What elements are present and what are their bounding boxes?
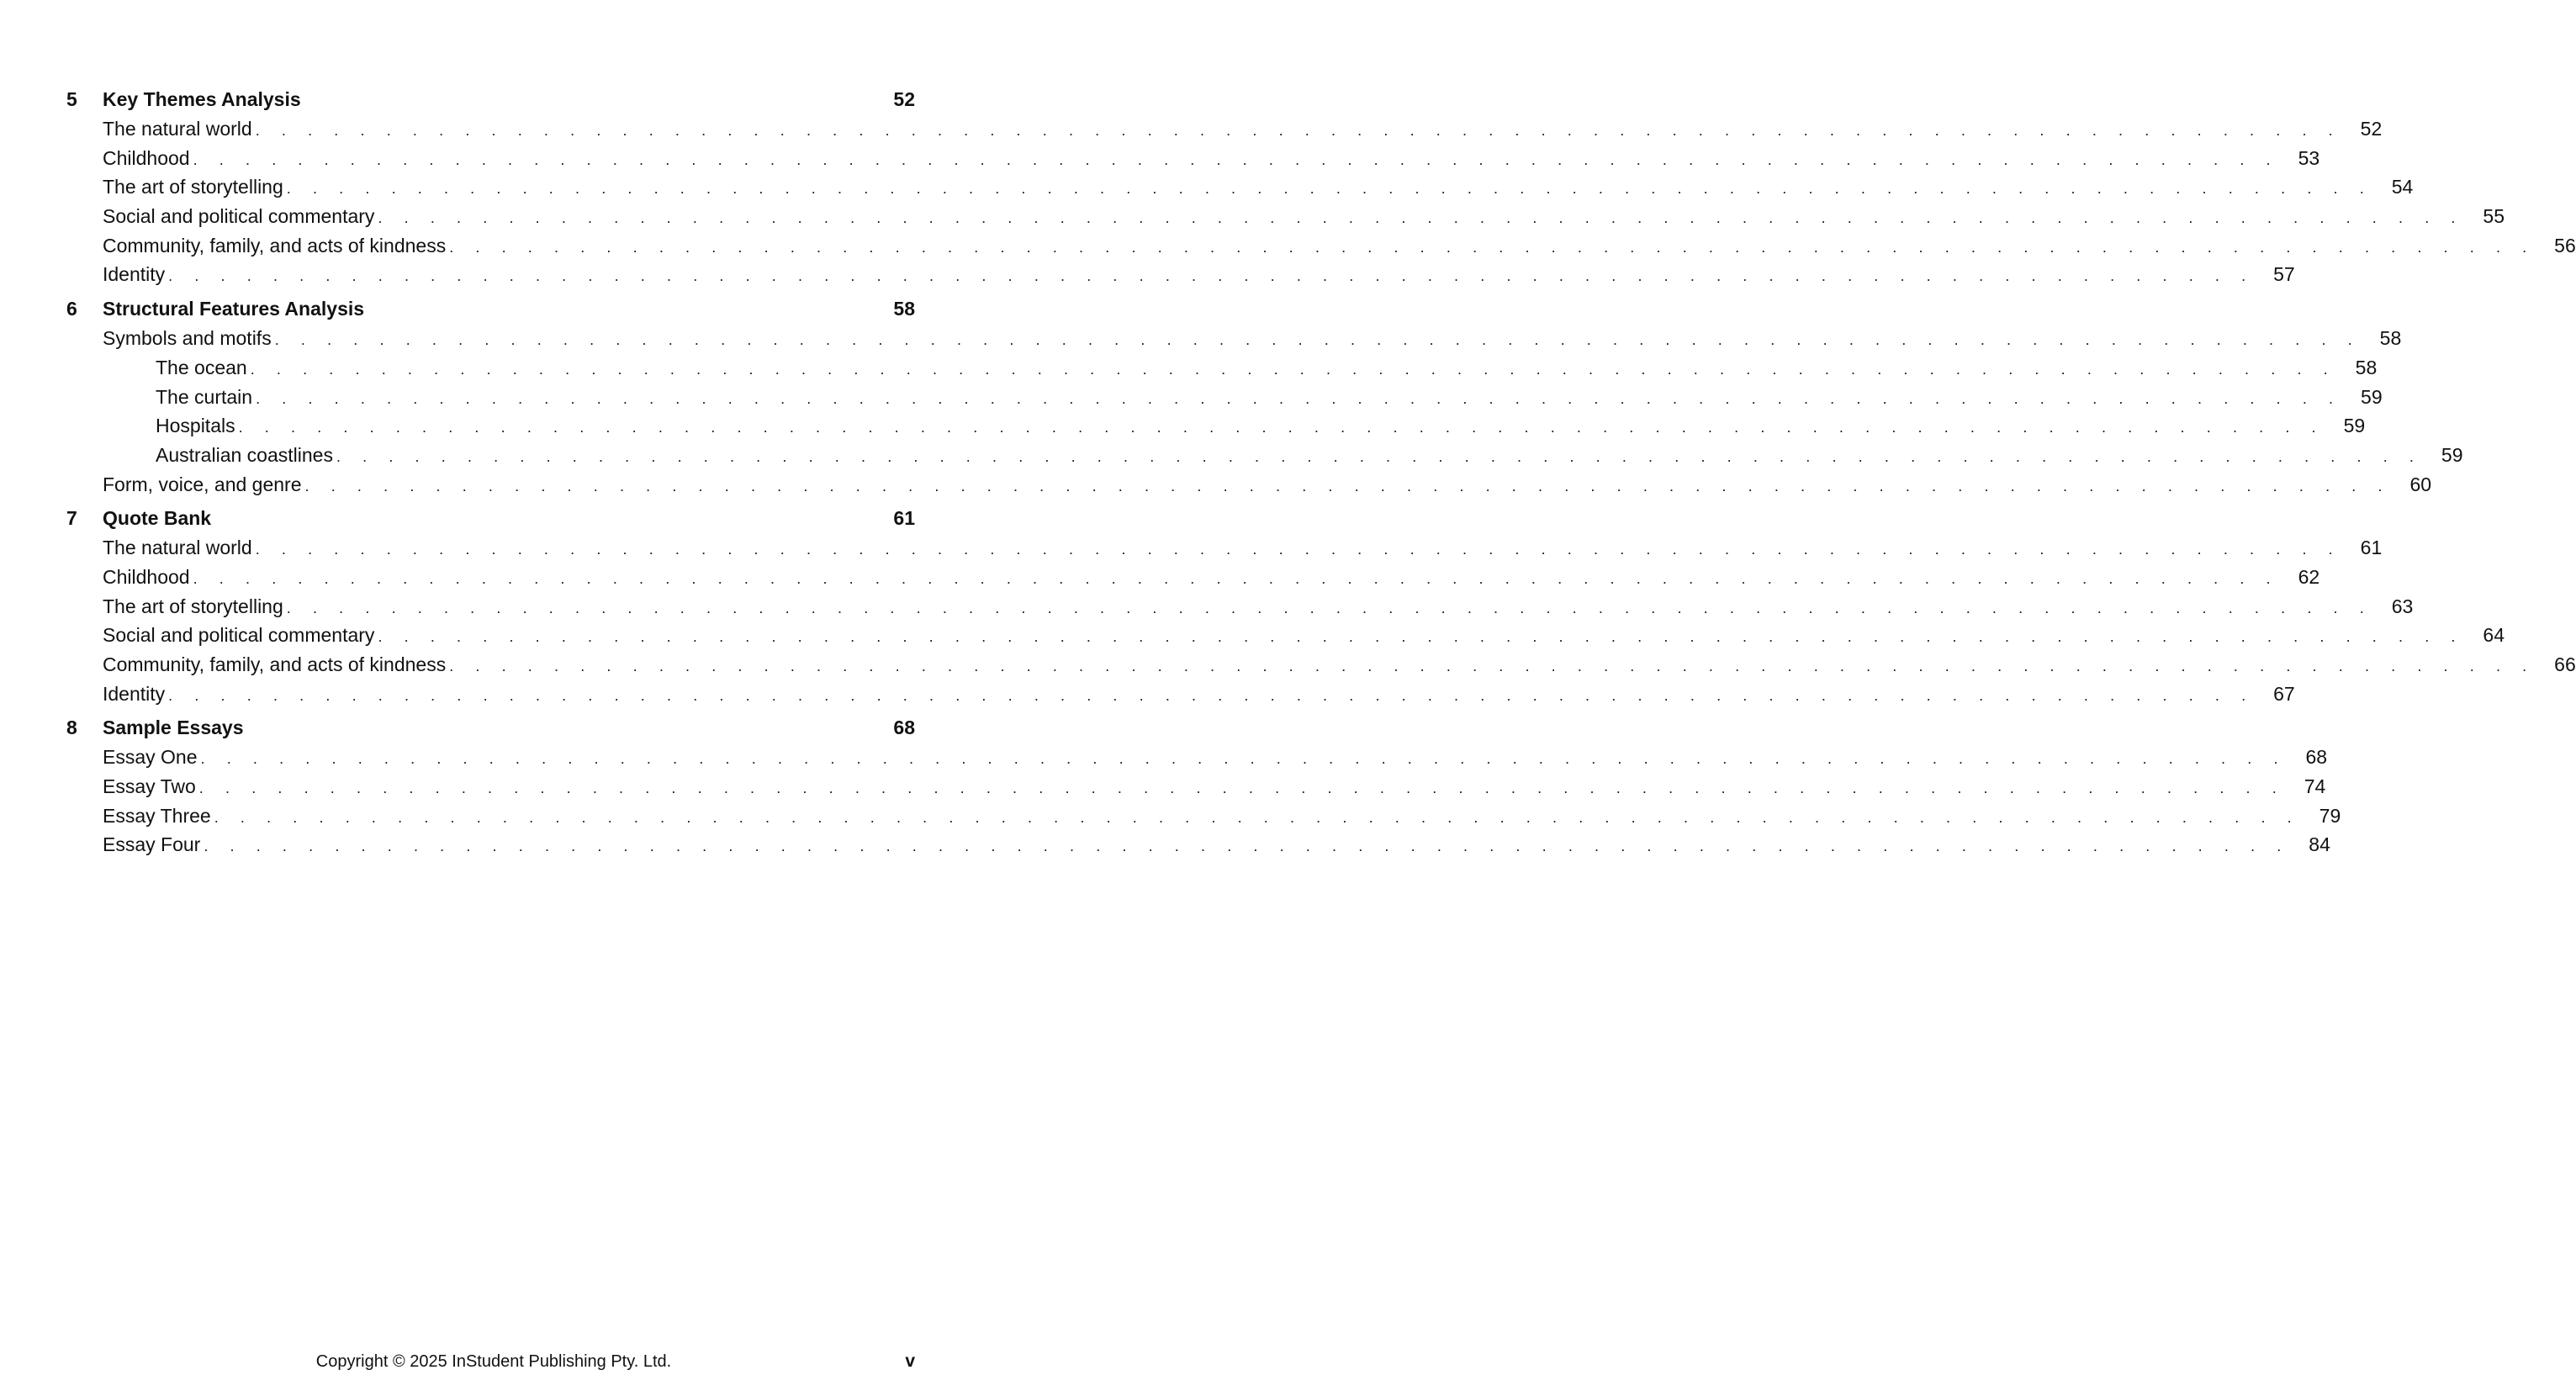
chapter-heading[interactable] (0, 503, 981, 533)
chapter-title: Quote Bank (103, 507, 212, 530)
toc-entry[interactable] (0, 680, 2295, 709)
entry-page-number: 68 (2305, 746, 2328, 769)
entry-title: Identity (103, 260, 168, 289)
toc-entry[interactable] (0, 144, 2320, 173)
dot-leader: . . . . . . . . . . . . . . . . . . . . . . . . . . . . . . . . . . . . . . . . . . . . . . . . . . . . . . . . . . . . . . . . . . . . . . . . . . . . . . . . (449, 238, 2536, 256)
entry-title: The art of storytelling (103, 172, 287, 202)
dot-leader: . . . . . . . . . . . . . . . . . . . . . . . . . . . . . . . . . . . . . . . . . . . . . . . . . . . . . . . . . . . . . . . . . . . . . . . . . . . . . . . . (274, 331, 2362, 349)
toc-entry[interactable] (0, 260, 2295, 289)
chapter-page-number: 52 (893, 88, 915, 110)
entry-page-number: 58 (2379, 327, 2402, 350)
entry-title: Essay One (103, 743, 201, 772)
chapter-number: 8 (66, 717, 77, 739)
entry-title: The ocean (156, 353, 251, 383)
entry-title: The natural world (103, 114, 256, 144)
entry-page-number: 57 (2273, 263, 2295, 286)
toc-entry[interactable] (0, 533, 2383, 563)
chapter-number: 7 (66, 507, 77, 530)
entry-page-number: 56 (2554, 234, 2576, 257)
toc-entry[interactable] (0, 324, 2402, 353)
chapter-title: Key Themes Analysis (103, 88, 301, 110)
dot-leader: . . . . . . . . . . . . . . . . . . . . . . . . . . . . . . . . . . . . . . . . . . . . . . . . . . . . . . . . . . . . . . . . . . . . . . . . . . . . . . . . (168, 686, 2255, 704)
toc-entry[interactable] (0, 621, 2505, 650)
entry-title: The art of storytelling (103, 592, 287, 621)
page-number: v (905, 1351, 915, 1371)
entry-page-number: 67 (2273, 682, 2295, 705)
entry-title: Community, family, and acts of kindness (103, 650, 449, 680)
entry-title: Essay Three (103, 801, 214, 831)
toc-entry[interactable] (0, 830, 2330, 859)
dot-leader: . . . . . . . . . . . . . . . . . . . . . . . . . . . . . . . . . . . . . . . . . . . . . . . . . . . . . . . . . . . . . . . . . . . . . . . . . . . . . . . . (200, 750, 2288, 768)
toc-entry[interactable] (0, 172, 2414, 202)
entry-page-number: 63 (2391, 595, 2414, 617)
entry-title: Hospitals (156, 411, 239, 441)
toc-entry[interactable] (0, 202, 2505, 231)
entry-page-number: 79 (2319, 804, 2341, 827)
entry-page-number: 59 (2361, 385, 2383, 408)
toc-chapter (0, 294, 2463, 499)
entry-title: Social and political commentary (103, 621, 378, 650)
dot-leader: . . . . . . . . . . . . . . . . . . . . . . . . . . . . . . . . . . . . . . . . . . . . . . . . . . . . . . . . . . . . . . . . . . . . . . . . . . . . . . . . (378, 628, 2464, 646)
entry-title: Identity (103, 680, 168, 709)
entry-page-number: 62 (2298, 565, 2320, 588)
entry-page-number: 59 (2441, 443, 2463, 466)
chapter-heading[interactable] (0, 84, 981, 114)
toc-entry[interactable] (0, 231, 2576, 261)
dot-leader: . . . . . . . . . . . . . . . . . . . . . . . . . . . . . . . . . . . . . . . . . . . . . . . . . . . . . . . . . . . . . . . . . . . . . . . . . . . . . . . . (250, 360, 2337, 378)
entry-title: The natural world (103, 533, 256, 563)
entry-page-number: 59 (2343, 415, 2366, 437)
entry-title: Essay Four (103, 830, 204, 859)
entry-page-number: 84 (2309, 833, 2330, 856)
toc-entry[interactable] (0, 563, 2320, 592)
entry-page-number: 58 (2355, 356, 2378, 378)
table-of-contents (0, 84, 2576, 864)
chapter-page-number: 58 (893, 298, 915, 320)
toc-entry[interactable] (0, 592, 2414, 621)
entry-title: Childhood (103, 563, 193, 592)
toc-subentry[interactable] (0, 383, 2383, 412)
chapter-number: 5 (66, 88, 77, 110)
copyright-notice: Copyright © 2025 InStudent Publishing Pty. Ltd. (315, 1352, 672, 1371)
dot-leader: . . . . . . . . . . . . . . . . . . . . . . . . . . . . . . . . . . . . . . . . . . . . . . . . . . . . . . . . . . . . . . . . . . . . . . . . . . . . . . . . (256, 389, 2342, 407)
entry-title: Form, voice, and genre (103, 470, 305, 500)
entry-page-number: 52 (2360, 118, 2383, 140)
entry-page-number: 60 (2409, 473, 2432, 495)
toc-entry[interactable] (0, 650, 2576, 680)
toc-chapter (0, 712, 2341, 859)
dot-leader: . . . . . . . . . . . . . . . . . . . . . . . . . . . . . . . . . . . . . . . . . . . . . . . . . . . . . . . . . . . . . . . . . . . . . . . . . . . . . . . . (193, 569, 2280, 587)
toc-subentry[interactable] (0, 353, 2378, 383)
entry-page-number: 66 (2554, 653, 2576, 675)
entry-page-number: 55 (2483, 205, 2505, 228)
dot-leader: . . . . . . . . . . . . . . . . . . . . . . . . . . . . . . . . . . . . . . . . . . . . . . . . . . . . . . . . . . . . . . . . . . . . . . . . . . . . . . . . (449, 658, 2536, 674)
toc-entry[interactable] (0, 801, 2341, 831)
entry-title: Essay Two (103, 772, 199, 801)
chapter-heading[interactable] (0, 712, 981, 743)
dot-leader: . . . . . . . . . . . . . . . . . . . . . . . . . . . . . . . . . . . . . . . . . . . . . . . . . . . . . . . . . . . . . . . . . . . . . . . . . . . . . . . . (238, 419, 2325, 436)
dot-leader: . . . . . . . . . . . . . . . . . . . . . . . . . . . . . . . . . . . . . . . . . . . . . . . . . . . . . . . . . . . . . . . . . . . . . . . . . . . . . . . . (304, 477, 2392, 495)
chapter-number: 6 (66, 298, 77, 320)
dot-leader: . . . . . . . . . . . . . . . . . . . . . . . . . . . . . . . . . . . . . . . . . . . . . . . . . . . . . . . . . . . . . . . . . . . . . . . . . . . . . . . . (336, 447, 2423, 465)
entry-title: Childhood (103, 144, 193, 173)
page-footer (0, 1349, 981, 1374)
toc-entry[interactable] (0, 743, 2328, 772)
chapter-page-number: 61 (893, 507, 915, 530)
entry-page-number: 54 (2391, 176, 2414, 198)
dot-leader: . . . . . . . . . . . . . . . . . . . . . . . . . . . . . . . . . . . . . . . . . . . . . . . . . . . . . . . . . . . . . . . . . . . . . . . . . . . . . . . . (286, 180, 2373, 198)
chapter-page-number: 68 (893, 717, 915, 739)
dot-leader: . . . . . . . . . . . . . . . . . . . . . . . . . . . . . . . . . . . . . . . . . . . . . . . . . . . . . . . . . . . . . . . . . . . . . . . . . . . . . . . . (193, 151, 2280, 168)
entry-title: Community, family, and acts of kindness (103, 231, 449, 261)
entry-title: Australian coastlines (156, 441, 336, 470)
dot-leader: . . . . . . . . . . . . . . . . . . . . . . . . . . . . . . . . . . . . . . . . . . . . . . . . . . . . . . . . . . . . . . . . . . . . . . . . . . . . . . . . (255, 541, 2342, 558)
dot-leader: . . . . . . . . . . . . . . . . . . . . . . . . . . . . . . . . . . . . . . . . . . . . . . . . . . . . . . . . . . . . . . . . . . . . . . . . . . . . . . . . (286, 599, 2373, 616)
toc-subentry[interactable] (0, 441, 2463, 470)
dot-leader: . . . . . . . . . . . . . . . . . . . . . . . . . . . . . . . . . . . . . . . . . . . . . . . . . . . . . . . . . . . . . . . . . . . . . . . . . . . . . . . . (255, 122, 2342, 139)
toc-entry[interactable] (0, 470, 2432, 500)
entry-title: Social and political commentary (103, 202, 378, 231)
entry-page-number: 64 (2483, 624, 2505, 647)
entry-title: Symbols and motifs (103, 324, 275, 353)
chapter-title: Structural Features Analysis (103, 298, 365, 320)
dot-leader: . . . . . . . . . . . . . . . . . . . . . . . . . . . . . . . . . . . . . . . . . . . . . . . . . . . . . . . . . . . . . . . . . . . . . . . . . . . . . . . . (168, 267, 2255, 285)
chapter-title: Sample Essays (103, 717, 244, 739)
toc-chapter (0, 503, 2576, 708)
entry-page-number: 74 (2304, 775, 2326, 798)
dot-leader: . . . . . . . . . . . . . . . . . . . . . . . . . . . . . . . . . . . . . . . . . . . . . . . . . . . . . . . . . . . . . . . . . . . . . . . . . . . . . . . . (204, 838, 2290, 855)
dot-leader: . . . . . . . . . . . . . . . . . . . . . . . . . . . . . . . . . . . . . . . . . . . . . . . . . . . . . . . . . . . . . . . . . . . . . . . . . . . . . . . . (378, 209, 2464, 227)
toc-entry[interactable] (0, 114, 2383, 144)
entry-title: The curtain (156, 383, 256, 412)
chapter-heading[interactable] (0, 294, 981, 324)
dot-leader: . . . . . . . . . . . . . . . . . . . . . . . . . . . . . . . . . . . . . . . . . . . . . . . . . . . . . . . . . . . . . . . . . . . . . . . . . . . . . . . . (198, 780, 2286, 797)
toc-chapter (0, 84, 2576, 289)
toc-entry[interactable] (0, 772, 2326, 801)
entry-page-number: 61 (2360, 537, 2383, 559)
entry-page-number: 53 (2298, 146, 2320, 169)
dot-leader: . . . . . . . . . . . . . . . . . . . . . . . . . . . . . . . . . . . . . . . . . . . . . . . . . . . . . . . . . . . . . . . . . . . . . . . . . . . . . . . . (214, 808, 2301, 826)
toc-subentry[interactable] (0, 411, 2366, 441)
